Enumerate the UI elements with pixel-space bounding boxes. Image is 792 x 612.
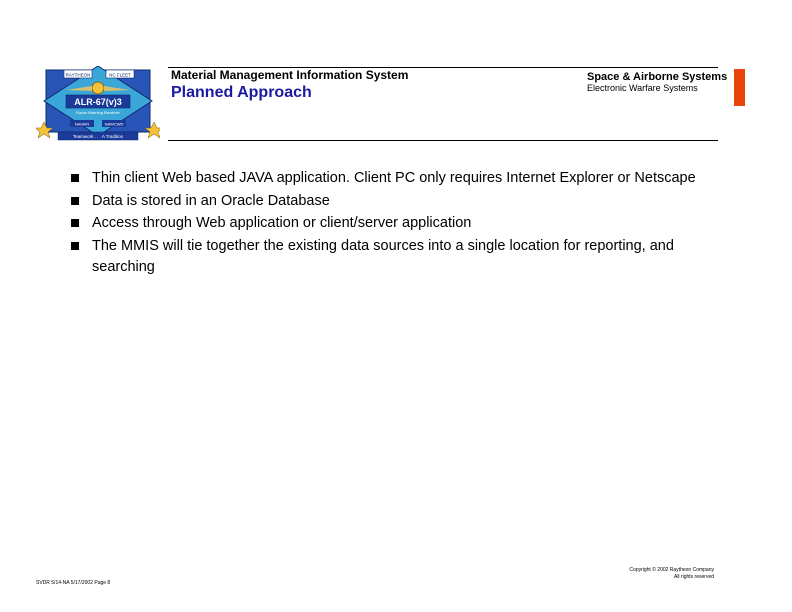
brand-accent-bar <box>734 69 745 106</box>
slide-subtitle: Material Management Information System <box>171 68 409 82</box>
footer-page-info: SVDR 5/14-NA 5/17/2002 Page 8 <box>36 580 111 586</box>
bullet-list <box>70 168 720 280</box>
logo-center: ALR-67(v)3 <box>74 97 122 107</box>
square-bullet-icon <box>71 197 79 205</box>
brand-subtitle: Electronic Warfare Systems <box>587 83 698 93</box>
list-item-text: Thin client Web based JAVA application. Client PC only requires Internet Explorer or Netscape <box>92 170 696 186</box>
footer-copyright <box>560 567 714 581</box>
list-item-text: Data is stored in an Oracle Database <box>92 192 330 209</box>
square-bullet-icon <box>71 219 79 227</box>
header-bottom-rule <box>168 140 718 141</box>
logo-center-sub: Radar Warning Receiver <box>76 110 120 115</box>
list-item <box>70 236 720 279</box>
list-item <box>70 191 720 213</box>
logo-top-right: NC FLEET <box>109 72 131 78</box>
list-item <box>70 168 720 190</box>
square-bullet-icon <box>71 242 79 250</box>
logo-top-left: RAYTHEON <box>65 72 91 78</box>
list-item <box>70 213 720 235</box>
list-item-text: Access through Web application or client/server application <box>92 215 472 231</box>
logo-bottom-left: NAVAIR <box>74 121 90 127</box>
logo-banner: Teamwork . . . A Tradition <box>72 134 124 139</box>
list-item-text: The MMIS will tie together the existing data sources into a single location for reporting, and searching <box>92 237 674 275</box>
copyright-text: Copyright © 2002 Raytheon Company <box>629 567 714 573</box>
logo-bottom-right: NAWCWD <box>104 121 124 127</box>
brand-name: Space & Airborne Systems <box>587 71 728 83</box>
rights-text: All rights reserved <box>673 574 714 580</box>
slide-title: Planned Approach <box>171 84 312 101</box>
square-bullet-icon <box>71 174 79 182</box>
program-logo <box>36 66 160 142</box>
